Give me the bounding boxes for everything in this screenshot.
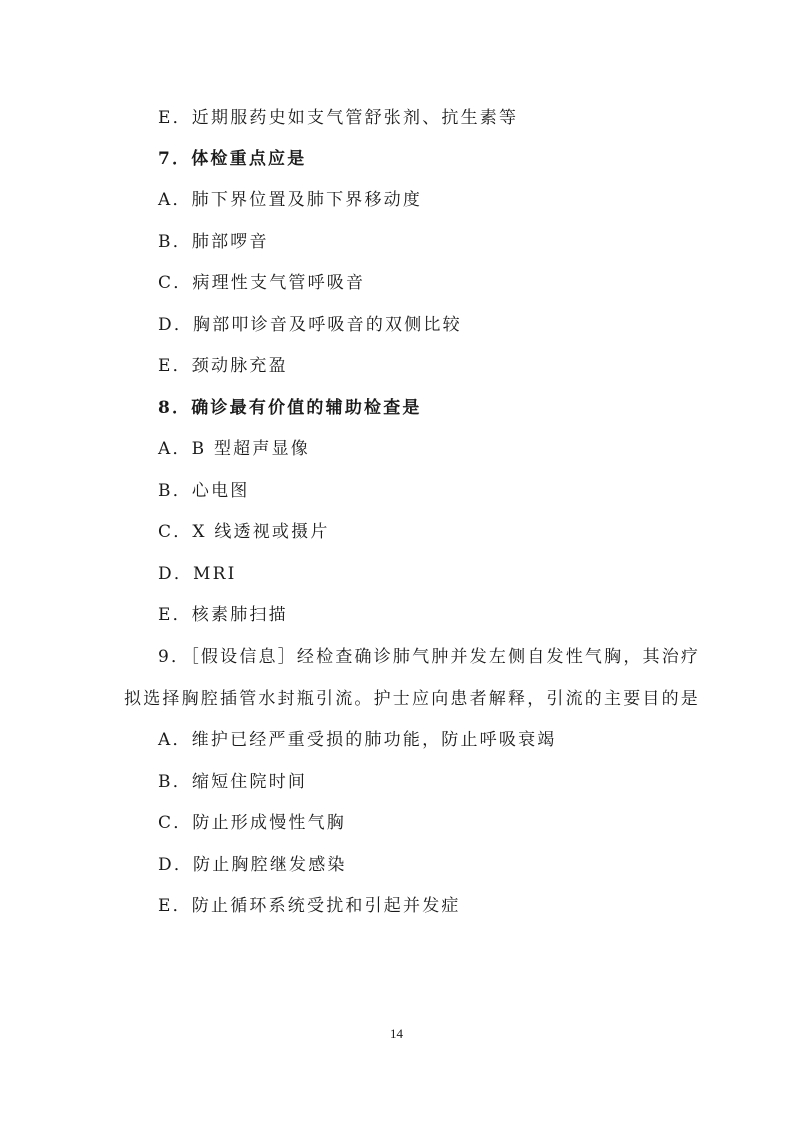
q7-option-b: B．肺部啰音 bbox=[158, 232, 269, 252]
q9-option-a: A．维护已经严重受损的肺功能，防止呼吸衰竭 bbox=[158, 730, 557, 750]
q8-option-a: A．B 型超声显像 bbox=[158, 439, 310, 459]
q9-option-e: E．防止循环系统受扰和引起并发症 bbox=[158, 896, 461, 916]
question-7: 7．体检重点应是 bbox=[158, 149, 307, 169]
q9-option-d: D．防止胸腔继发感染 bbox=[158, 855, 347, 875]
q8-option-d: D．MRI bbox=[158, 564, 237, 584]
question-9: 9．［假设信息］经检查确诊肺气肿并发左侧自发性气胸，其治疗 bbox=[158, 647, 701, 667]
page-number: 14 bbox=[390, 1026, 403, 1041]
q6-option-e: E．近期服药史如支气管舒张剂、抗生素等 bbox=[158, 108, 519, 128]
q7-option-d: D．胸部叩诊音及呼吸音的双侧比较 bbox=[158, 315, 462, 335]
q8-option-b: B．心电图 bbox=[158, 481, 250, 501]
question-9-continued: 拟选择胸腔插管水封瓶引流。护士应向患者解释，引流的主要目的是 bbox=[124, 689, 700, 709]
q8-option-e: E．核素肺扫描 bbox=[158, 605, 288, 625]
q7-option-e: E．颈动脉充盈 bbox=[158, 356, 288, 376]
q9-option-c: C．防止形成慢性气胸 bbox=[158, 813, 347, 833]
q8-option-c: C．X 线透视或摄片 bbox=[158, 522, 330, 542]
q7-option-c: C．病理性支气管呼吸音 bbox=[158, 273, 366, 293]
question-8: 8．确诊最有价值的辅助检查是 bbox=[158, 398, 422, 418]
q9-option-b: B．缩短住院时间 bbox=[158, 772, 308, 792]
q7-option-a: A．肺下界位置及肺下界移动度 bbox=[158, 190, 423, 210]
